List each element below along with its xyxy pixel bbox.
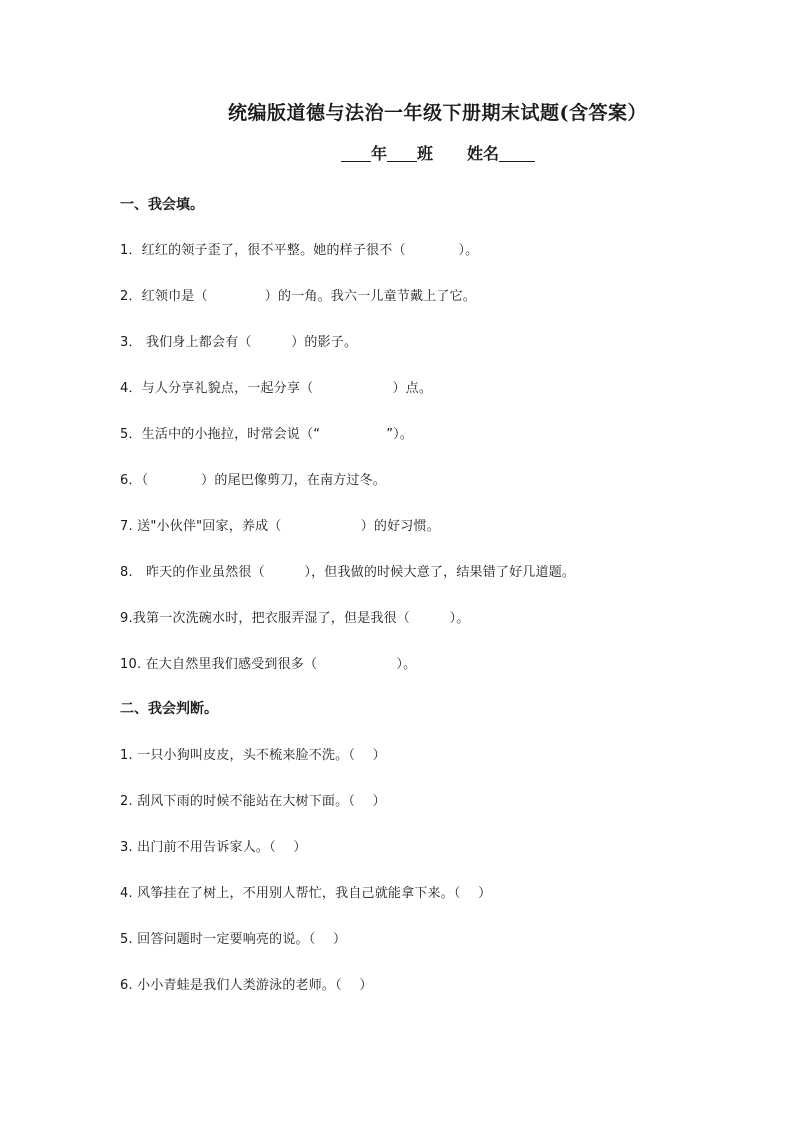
judge-question-2: 2. 刮风下雨的时候不能站在大树下面。（ ） <box>120 794 386 809</box>
class-label: 班 <box>417 144 434 163</box>
judge-question-5: 5. 回答问题时一定要响亮的说。（ ） <box>120 932 347 947</box>
grade-label: 年 <box>371 144 388 163</box>
grade-blank[interactable] <box>341 145 371 162</box>
fill-question-3: 3． 我们身上都会有（ ）的影子。 <box>120 335 358 350</box>
section-heading-judge: 二、我会判断。 <box>120 701 218 717</box>
judge-question-6: 6. 小小青蛙是我们人类游泳的老师。（ ） <box>120 978 373 993</box>
judge-question-4: 4. 风筝挂在了树上，不用别人帮忙，我自己就能拿下来。（ ） <box>120 886 492 901</box>
fill-question-8: 8. 昨天的作业虽然很（ ），但我做的时候大意了，结果错了好几道题。 <box>120 565 576 580</box>
fill-question-6: 6．（ ）的尾巴像剪刀，在南方过冬。 <box>120 473 386 488</box>
fill-question-10: 10. 在大自然里我们感受到很多（ ）。 <box>120 657 417 672</box>
name-label: 姓名 <box>467 144 500 163</box>
fill-question-5: 5．生活中的小拖拉，时常会说（“ ”）。 <box>120 427 414 442</box>
judge-question-3: 3. 出门前不用告诉家人。（ ） <box>120 840 307 855</box>
judge-question-1: 1. 一只小狗叫皮皮，头不梳来脸不洗。（ ） <box>120 748 386 763</box>
fill-question-1: 1．红红的领子歪了，很不平整。她的样子很不（ ）。 <box>120 243 479 258</box>
student-info-line <box>341 141 535 164</box>
page-title: 统编版道德与法治一年级下册期末试题(含答案） <box>228 102 647 124</box>
fill-question-2: 2．红领巾是（ ）的一角。我六一儿童节戴上了它。 <box>120 289 477 304</box>
fill-question-4: 4．与人分享礼貌点，一起分享（ ）点。 <box>120 381 433 396</box>
section-heading-fill: 一、我会填。 <box>120 197 204 213</box>
fill-question-9: 9.我第一次洗碗水时，把衣服弄湿了，但是我很（ ）。 <box>120 611 470 626</box>
name-blank[interactable] <box>499 145 535 162</box>
fill-question-7: 7. 送"小伙伴"回家，养成（ ）的好习惯。 <box>120 519 440 534</box>
class-blank[interactable] <box>387 145 417 162</box>
